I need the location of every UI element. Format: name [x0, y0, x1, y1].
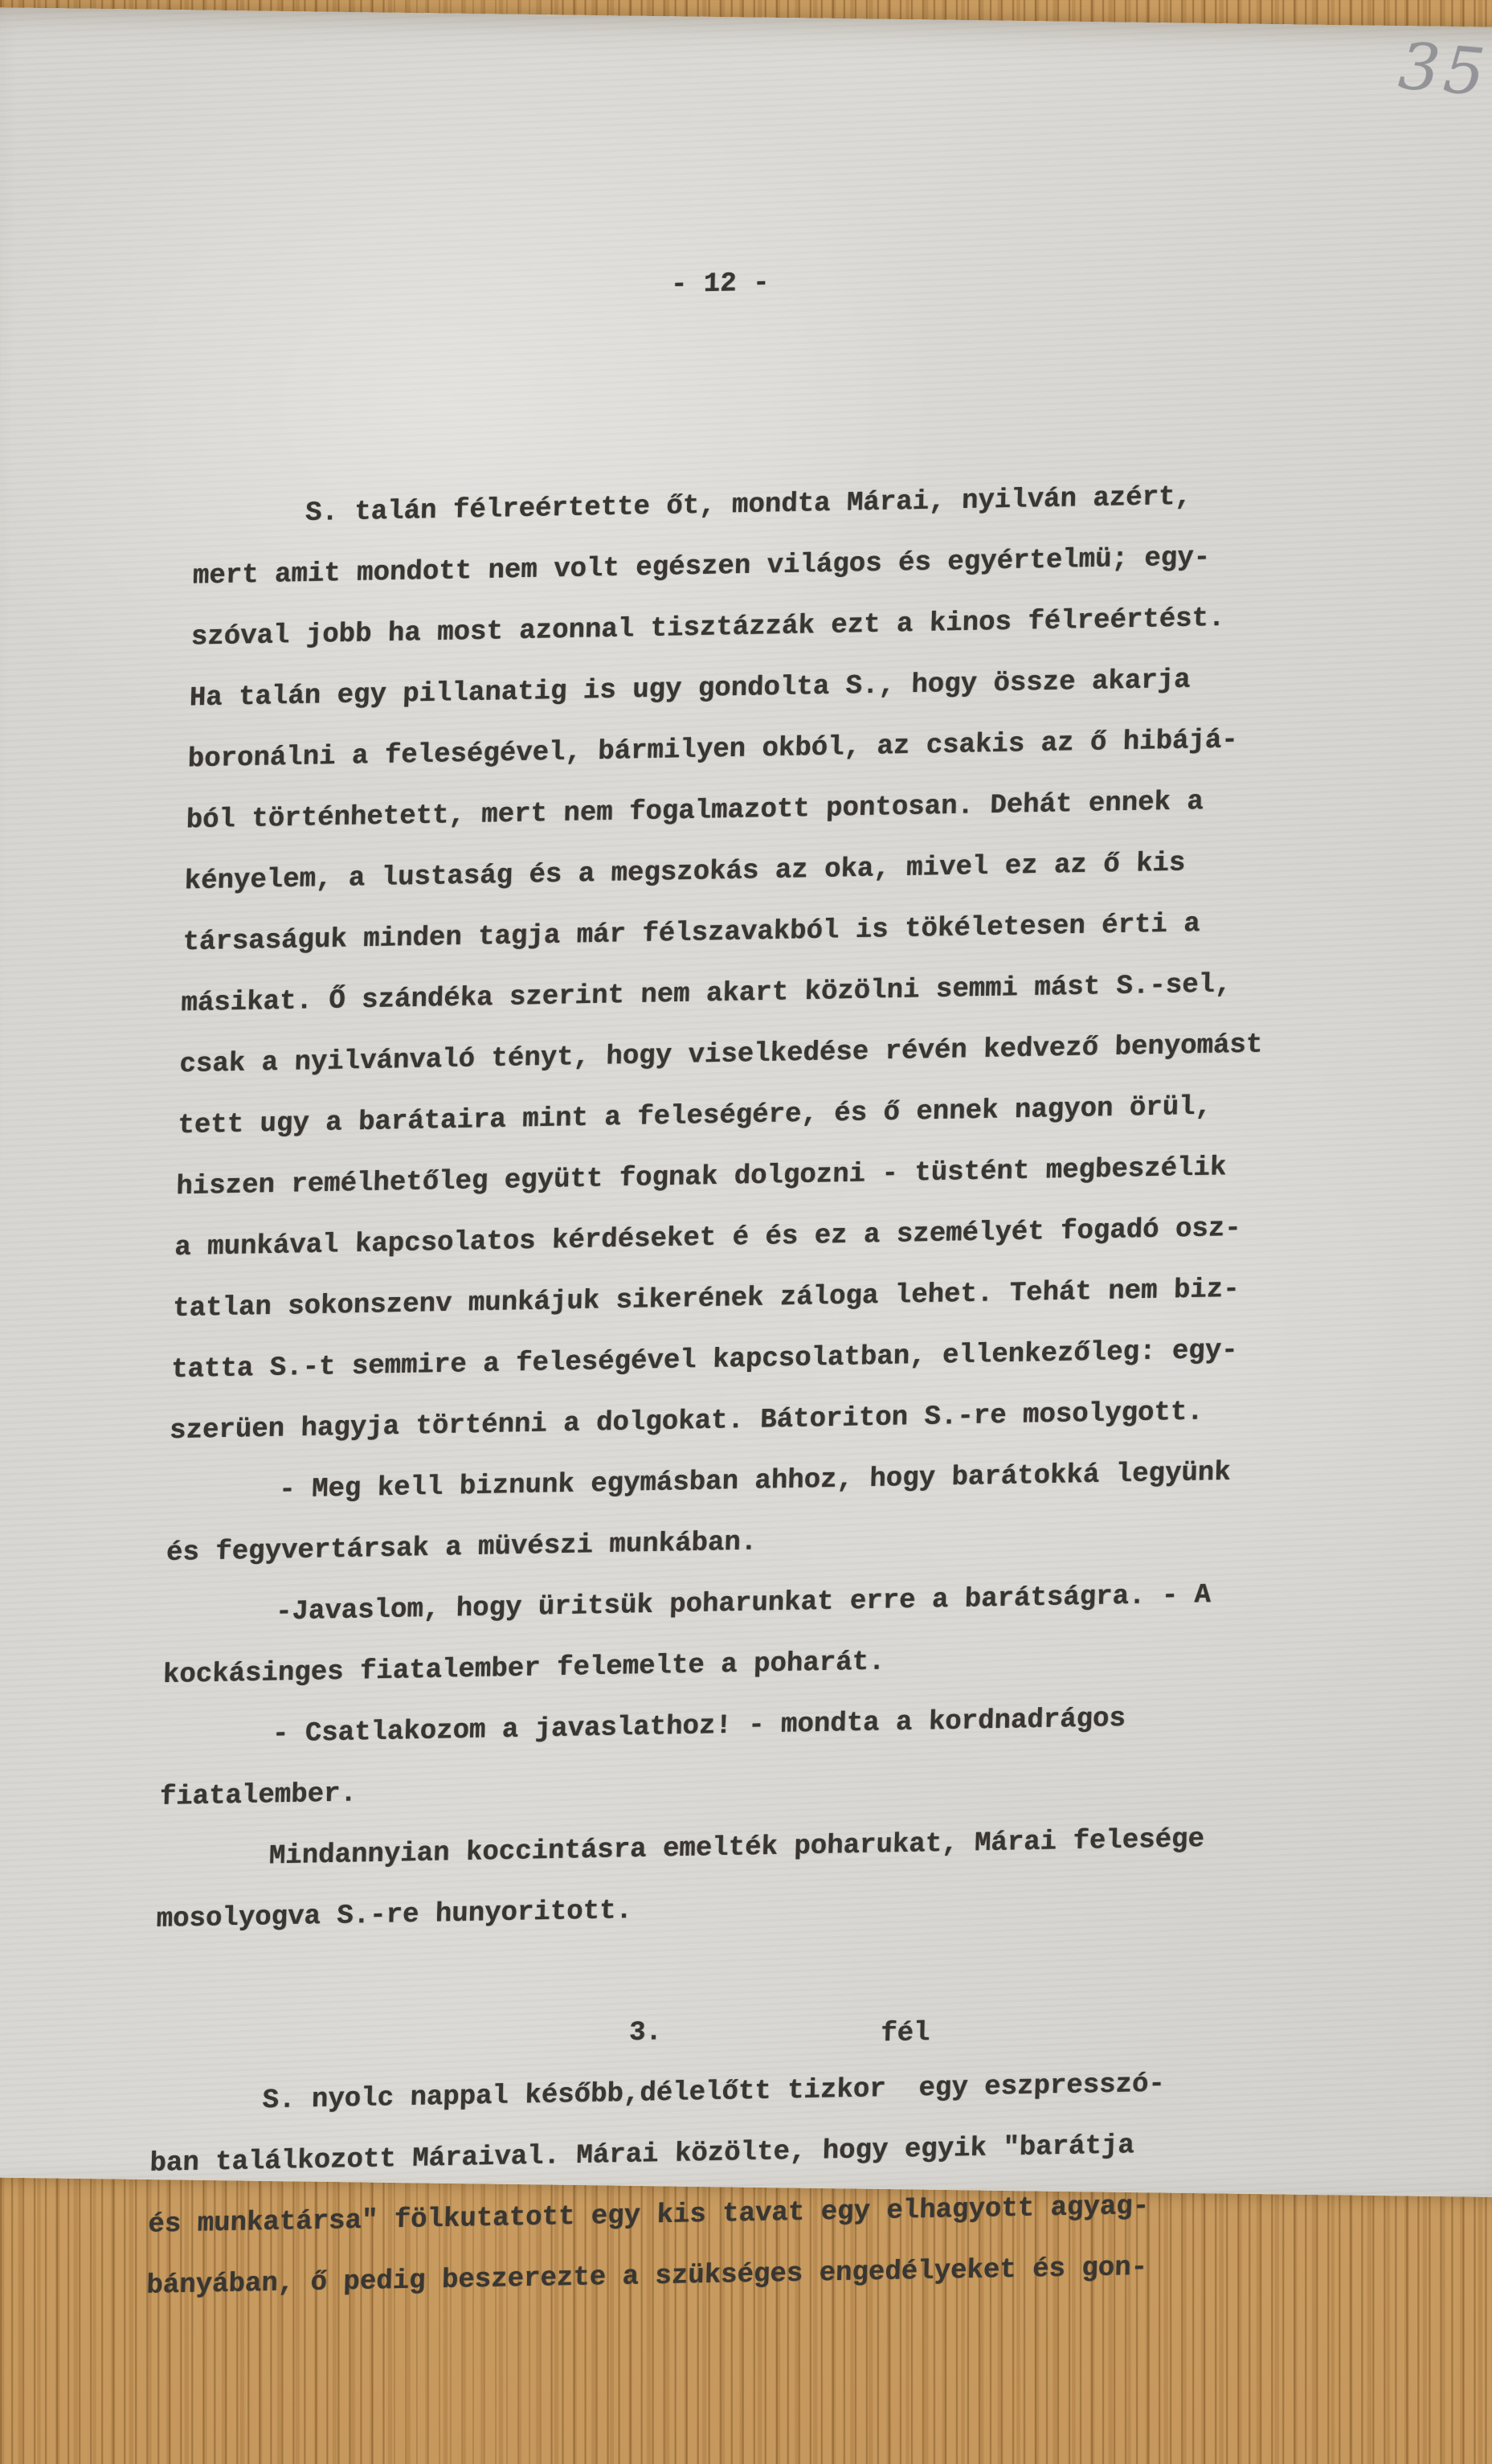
typed-line: csak a nyilvánvaló tényt, hogy viselkedése révén kedvező benyomást	[178, 1029, 1263, 1081]
typed-line: - Csatlakozom a javaslathoz! - mondta a kordnadrágos	[272, 1703, 1126, 1750]
typed-line: bányában, ő pedig beszerezte a szükséges engedélyeket és gon-	[145, 2252, 1148, 2302]
paragraph	[156, 1804, 1458, 1950]
typed-line: másikat. Ő szándéka szerint nem akart közölni semmi mást S.-sel,	[181, 969, 1232, 1020]
handwritten-page-number: 35	[1396, 28, 1492, 111]
typed-line: társaságuk minden tagja már félszavakból is tökéletesen érti a	[182, 909, 1201, 959]
typed-line: S. nyolc nappal később,délelőtt tizkor egy eszpresszó-	[262, 2069, 1166, 2117]
text-body	[145, 461, 1492, 2317]
typed-line: kényelem, a lustaság és a megszokás az oka, mivel ez az ő kis	[184, 848, 1186, 898]
typed-line: a munkával kapcsolatos kérdéseket é és ez a személyét fogadó osz-	[174, 1213, 1242, 1264]
manuscript-page	[0, 7, 1492, 2302]
typed-line: kockásinges fiatalember felemelte a poharát.	[162, 1647, 885, 1691]
typed-line: szóval jobb ha most azonnal tisztázzák ezt a kinos félreértést.	[190, 603, 1225, 653]
typed-line: S. talán félreértette őt, mondta Márai, nyilván azért,	[305, 481, 1192, 529]
typed-line: -Javaslom, hogy üritsük poharunkat erre a barátságra. - A	[275, 1580, 1212, 1628]
typed-line: Mindannyian koccintásra emelték poharukat, Márai felesége	[268, 1824, 1205, 1873]
typed-line: mosolyogva S.-re hunyoritott.	[156, 1896, 633, 1935]
typed-line: mert amit mondott nem volt egészen világos és egyértelmü; egy-	[192, 542, 1211, 592]
typed-line: tatlan sokonszenv munkájuk sikerének záloga lehet. Tehát nem biz-	[172, 1274, 1241, 1325]
typed-line: fiatalember.	[159, 1778, 358, 1813]
typed-line: ban találkozott Máraival. Márai közölte, hogy egyik "barátja	[149, 2130, 1135, 2180]
typed-line: szerüen hagyja történni a dolgokat. Bátoriton S.-re mosolygott.	[169, 1397, 1204, 1447]
paragraph	[166, 1438, 1468, 1584]
paragraph	[145, 2018, 1451, 2317]
paragraph	[169, 461, 1492, 1462]
typed-line: - Meg kell biznunk egymásban ahhoz, hogy barátokká legyünk	[278, 1457, 1232, 1506]
typed-line: boronálni a feleségével, bármilyen okból, az csakis az ő hibájá-	[187, 725, 1239, 776]
paragraph	[162, 1560, 1465, 1706]
typed-line: tett ugy a barátaira mint a feleségére, és ő ennek nagyon örül,	[177, 1091, 1212, 1142]
page-number: - 12 -	[670, 268, 770, 301]
typed-line: hiszen remélhetőleg együtt fognak dolgozni - tüstént megbeszélik	[175, 1152, 1227, 1203]
typed-line: és munkatársa" fölkutatott egy kis tavat egy elhagyott agyag-	[147, 2191, 1150, 2241]
interline-insertion: fél	[880, 2018, 930, 2050]
typed-line: Ha talán egy pillanatig is ugy gondolta S., hogy össze akarja	[189, 665, 1191, 714]
section-number: 3.	[628, 2017, 663, 2049]
typed-line: tatta S.-t semmire a feleségével kapcsolatban, ellenkezőleg: egy-	[170, 1335, 1239, 1386]
typed-line: ból történhetett, mert nem fogalmazott pontosan. Dehát ennek a	[186, 787, 1204, 837]
typed-line: és fegyvertársak a müvészi munkában.	[166, 1527, 758, 1570]
paragraph	[159, 1682, 1461, 1828]
